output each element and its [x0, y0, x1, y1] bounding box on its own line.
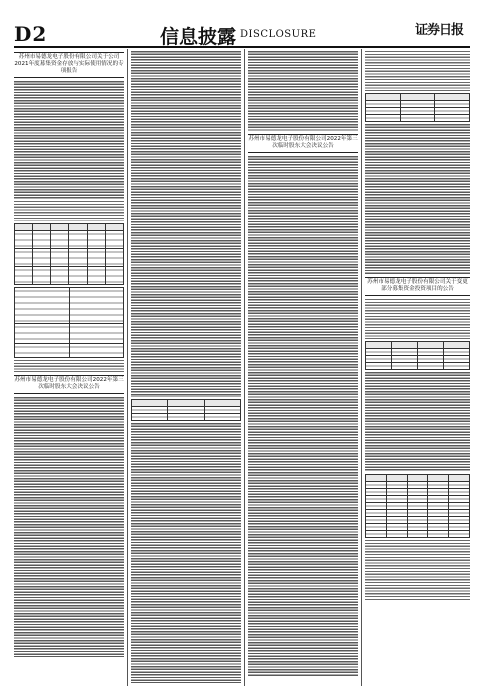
column-2 [131, 49, 241, 686]
column-3 [248, 49, 358, 686]
text-block [248, 51, 358, 131]
column-rule [127, 49, 128, 686]
body-area [14, 49, 470, 686]
headline-col1-mid: 苏州市易德龙电子股份有限公司2022年第三次临时股东大会决议公告 [14, 377, 124, 390]
data-table [131, 399, 241, 421]
headline-col4-mid: 苏州市易德龙电子股份有限公司关于变更部分募集资金投资项目的公告 [367, 279, 468, 292]
headline-col1-top: 苏州市易德龙电子股份有限公司关于公司2021年度募集资金存放与实际使用情况的专项报告 [14, 54, 124, 74]
text-block [365, 372, 470, 472]
section-title-en: DISCLOSURE [240, 29, 317, 40]
column-1 [14, 49, 124, 686]
text-block [365, 299, 470, 339]
data-table [365, 341, 470, 370]
text-block [365, 124, 470, 274]
headline-col3-mid: 苏州市易德龙电子股份有限公司2022年第三次临时股东大会决议公告 [248, 136, 358, 149]
text-block [14, 201, 124, 221]
newspaper-logo: 证券日报 [415, 23, 464, 38]
text-block [365, 540, 470, 600]
newspaper-page [14, 18, 470, 686]
text-block [14, 360, 124, 372]
section-title: 信息披露 [160, 26, 237, 48]
text-block [248, 156, 358, 676]
text-block [131, 423, 241, 683]
column-rule [244, 49, 245, 686]
data-table [14, 287, 124, 358]
data-table [365, 93, 470, 122]
column-4 [365, 49, 470, 686]
section-number: D2 [14, 22, 48, 46]
data-table [14, 223, 124, 285]
data-table [365, 474, 470, 538]
masthead [14, 18, 470, 48]
text-block [131, 51, 241, 397]
text-block [14, 397, 124, 657]
text-block [14, 81, 124, 199]
text-block [365, 51, 470, 91]
column-rule [361, 49, 362, 686]
